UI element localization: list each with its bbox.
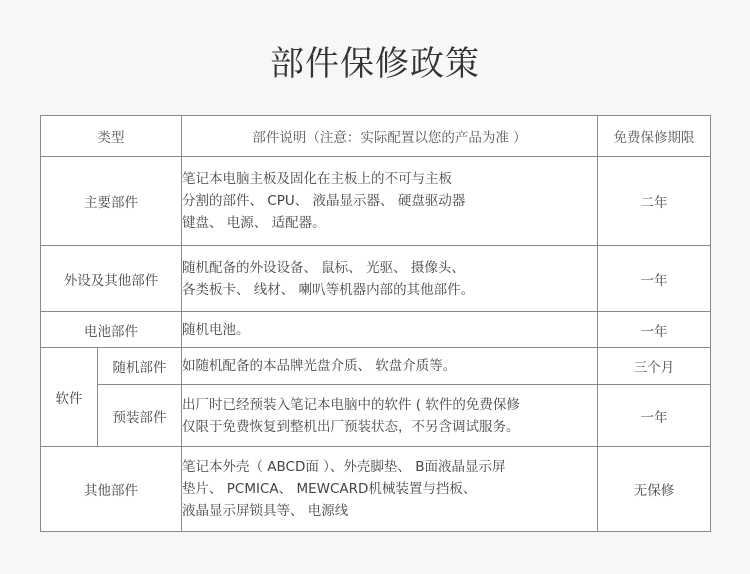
table-row-software-preinstalled — [41, 385, 711, 447]
description-line: 出厂时已经预装入笔记本电脑中的软件 ( 软件的免费保修 — [182, 396, 520, 413]
description-line: 各类板卡、 线材、 喇叭等机器内部的其他部件。 — [182, 281, 475, 298]
subtype-cell: 预装部件 — [98, 385, 182, 447]
type-cell: 外设及其他部件 — [41, 246, 182, 312]
type-cell-software: 软件 — [41, 348, 98, 447]
description-cell — [182, 447, 598, 532]
subtype-cell: 随机部件 — [98, 348, 182, 385]
description-line: 笔记本外壳（ ABCD面 ）、外壳脚垫、 B面液晶显示屏 — [182, 459, 506, 475]
warranty-cell: 二年 — [598, 157, 711, 246]
table-row-peripherals — [41, 246, 711, 312]
header-type: 类型 — [41, 116, 182, 157]
warranty-policy-table — [40, 115, 711, 532]
description-line: 液晶显示屏锁具等、 电源线 — [182, 503, 349, 519]
table-row-main-parts — [41, 157, 711, 246]
description-cell — [182, 348, 598, 385]
description-line: 随机配备的外设设备、 鼠标、 光驱、 摄像头、 — [182, 259, 465, 276]
type-cell: 电池部件 — [41, 312, 182, 348]
warranty-cell: 一年 — [598, 246, 711, 312]
description-line: 笔记本电脑主板及固化在主板上的不可与主板 — [182, 171, 452, 187]
description-line: 如随机配备的本品牌光盘介质、 软盘介质等。 — [182, 358, 457, 374]
type-cell: 主要部件 — [41, 157, 182, 246]
description-cell — [182, 246, 598, 312]
type-cell: 其他部件 — [41, 447, 182, 532]
warranty-cell: 一年 — [598, 385, 711, 447]
description-line: 随机电池。 — [182, 321, 250, 338]
page-title: 部件保修政策 — [270, 44, 480, 84]
description-line: 键盘、 电源、 适配器。 — [182, 215, 326, 231]
warranty-cell: 三个月 — [598, 348, 711, 385]
table-row-other-parts — [41, 447, 711, 532]
warranty-cell: 无保修 — [598, 447, 711, 532]
table-row-software-bundled — [41, 348, 711, 385]
description-cell — [182, 385, 598, 447]
header-warranty-period: 免费保修期限 — [598, 116, 711, 157]
description-cell — [182, 157, 598, 246]
description-cell — [182, 312, 598, 348]
warranty-cell: 一年 — [598, 312, 711, 348]
description-line: 仅限于免费恢复到整机出厂预装状态，不另含调试服务。 — [182, 418, 520, 435]
description-line: 分割的部件、 CPU、 液晶显示器、 硬盘驱动器 — [182, 193, 466, 209]
table-row-battery — [41, 312, 711, 348]
description-line: 垫片、 PCMICA、 MEWCARD机械装置与挡板、 — [182, 481, 477, 497]
header-description: 部件说明（注意：实际配置以您的产品为准 ） — [182, 116, 598, 157]
table-header-row — [41, 116, 711, 157]
